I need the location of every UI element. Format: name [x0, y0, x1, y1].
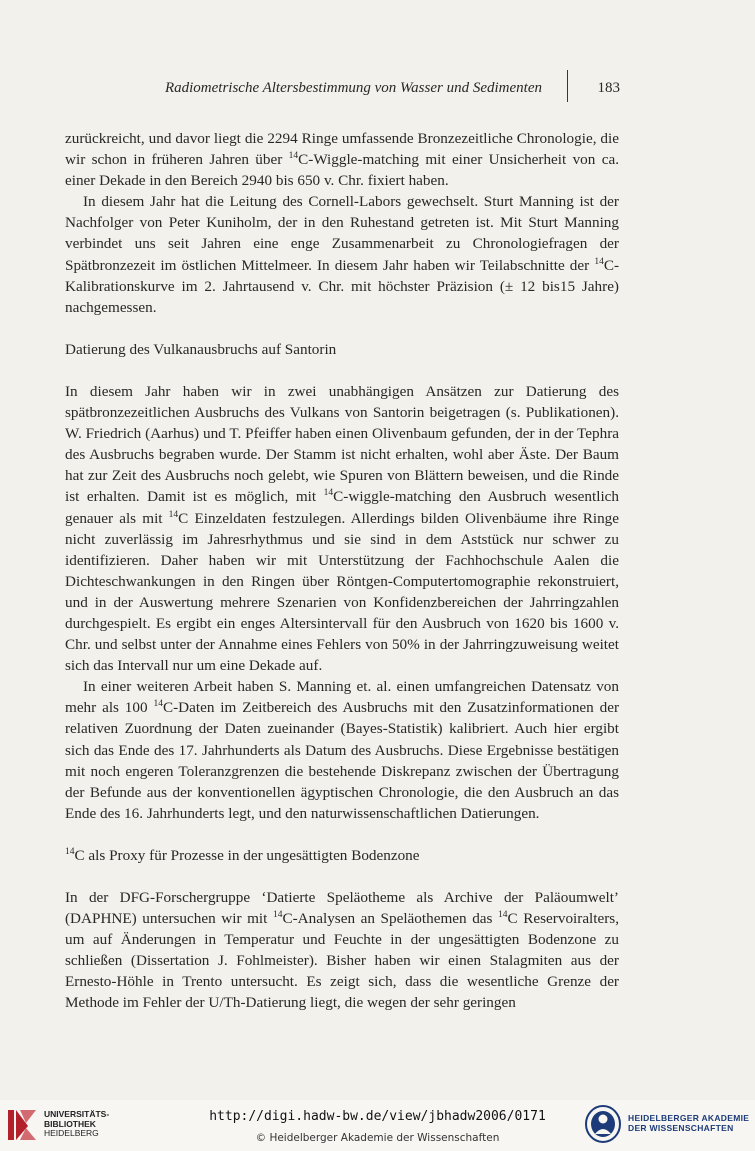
paragraph-4: In einer weiteren Arbeit haben S. Manning et. al. einen umfangreichen Datensatz von mehr als 100 $^{14}$C-Daten im Zeitbereich des Ausbruchs mit den Zusatzinformationen der relativen Zuordnung der Daten zueinander (Bayes-Statistik) kalibriert. Auch hier ergibt sich das Ende des 17. Jahrhunderts als Datum des Ausbruchs. Diese Ergebnisse bestätigen mit noch engeren Toleranzgrenzen die bestehende Diskrepanz zwischen der Übertragung der Befunde aus der konventionellen ägyptischen Chronologie, die den Ausbruch an das Ende des 16. Jahrhunderts legt, und den naturwissenschaftlichen Datierungen.	[65, 678, 620, 822]
running-header	[60, 80, 620, 102]
academy-seal-icon[interactable]	[584, 1104, 622, 1144]
permalink-url[interactable]: http://digi.hadw-bw.de/view/jbhadw2006/0171	[209, 1109, 546, 1124]
copyright-notice: © Heidelberger Akademie der Wissenschaften	[255, 1132, 500, 1144]
paragraph-2: In diesem Jahr hat die Leitung des Cornell-Labors gewechselt. Sturt Manning ist der Nachfolger von Peter Kuniholm, der in den Ruhestand getreten ist. Mit Sturt Manning verbindet uns seit Jahren eine enge Zusammenarbeit zu Chronologiefragen der Spätbronzezeit im östlichen Mittelmeer. In diesem Jahr haben wir Teilabschnitte der $^{14}$C-Kalibrationskurve im 2. Jahrtausend v. Chr. mit höchster Präzision (± 12 bis15 Jahre) nachgemessen.	[65, 193, 619, 316]
paragraph-1: zurückreicht, und davor liegt die 2294 Ringe umfassende Bronzezeitliche Chronologie, die wir schon in früheren Jahren über $^{14}$C-Wiggle-matching mit einer Unsicherheit von ca. einer Dekade in den Bereich 2940 bis 650 v. Chr. fixiert haben.	[65, 130, 619, 190]
section-heading-santorin: Datierung des Vulkanausbruchs auf Santorin	[65, 340, 337, 358]
page-number: 183	[597, 80, 620, 96]
academy-name: HEIDELBERGER AKADEMIE DER WISSENSCHAFTEN	[628, 1113, 750, 1133]
university-library-name: UNIVERSITÄTS- BIBLIOTHEK HEIDELBERG	[44, 1109, 110, 1139]
body-text	[65, 128, 619, 1014]
header-divider	[567, 70, 568, 102]
section-heading-proxy: $^{14}$C als Proxy für Prozesse in der ungesättigten Bodenzone	[65, 846, 420, 864]
running-title: Radiometrische Altersbestimmung von Wasser und Sedimenten	[164, 80, 542, 96]
paragraph-3: In diesem Jahr haben wir in zwei unabhängigen Ansätzen zur Datierung des spätbronzezeitlichen Ausbruchs des Vulkans von Santorin beigetragen (s. Publikationen). W. Friedrich (Aarhus) und T. Pfeiffer haben einen Olivenbaum gefunden, der in der Tephra des Ausbruchs begraben wurde. Der Stamm ist nicht erhalten, wohl aber Äste. Der Baum hat zur Zeit des Ausbruchs noch gelebt, wie Spuren von Blättern beweisen, und die Rinde ist erhalten. Damit ist es möglich, mit $^{14}$C-wiggle-matching den Ausbruch wesentlich genauer als mit $^{14}$C Einzeldaten festzulegen. Allerdings bilden Olivenbäume ihre Ringe nicht zuverlässig im Jahresrhythmus und sie sind in dem Aststück nur schwer zu identifizieren. Daher haben wir mit Unterstützung der Fachhochschule Aalen die Dichteschwankungen in den Ringen über Röntgen-Computertomographie rekonstruiert, und in der Auswertung mehrere Szenarien von Konfidenzbereichen der Jahrringzahlen durchgespielt. Es ergibt ein enges Altersintervall für den Ausbruch von 1620 bis 1600 v. Chr. und selbst unter der Annahme eines Fehlers von 50% in der Jahrringzuweisung weitet sich das Intervall nur um eine Dekade auf.	[65, 382, 619, 675]
digitization-footer	[0, 1100, 755, 1151]
paragraph-5: In der DFG-Forschergruppe ‘Datierte Speläotheme als Archive der Paläoumwelt’ (DAPHNE) untersuchen wir mit $^{14}$C-Analysen an Speläothemen das $^{14}$C Reservoiralters, um auf Änderungen in Temperatur und Feuchte in der ungesättigten Bodenzone zu schließen (Dissertation J. Fohlmeister). Bisher haben wir einen Stalagmiten aus der Ernesto-Höhle in Trento untersucht. Es zeigt sich, dass die wesentliche Grenze der Methode im Fehler der U/Th-Datierung liegt, die wegen der sehr geringen	[65, 889, 620, 1012]
